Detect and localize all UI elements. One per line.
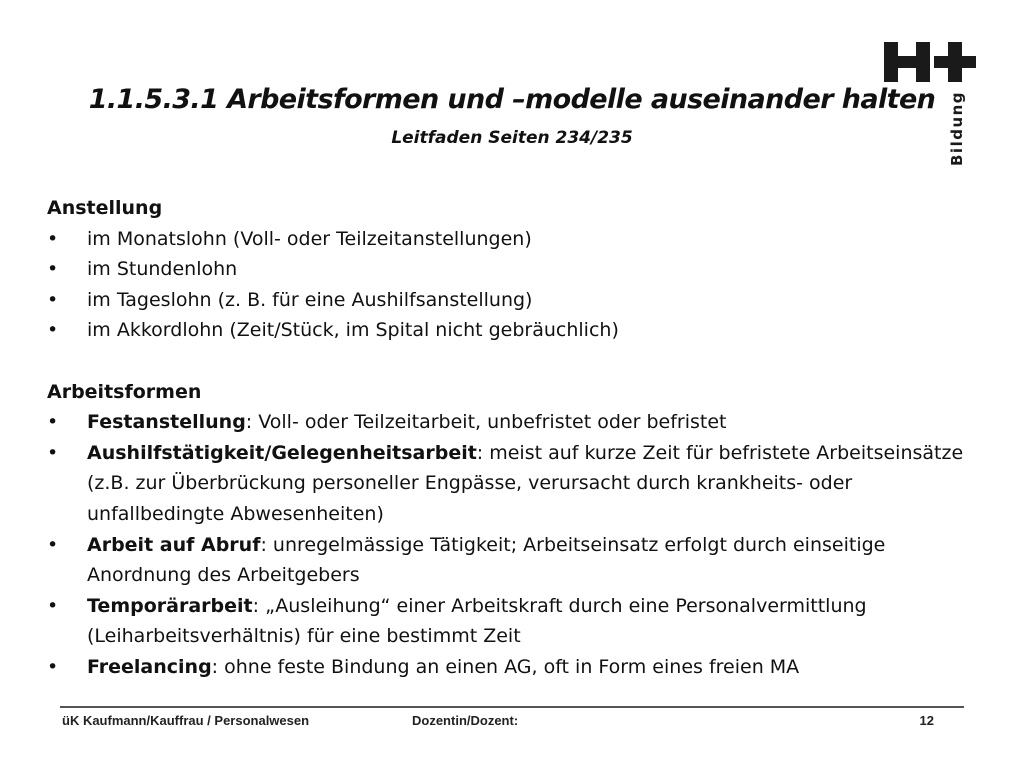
bullet-icon: • <box>47 411 59 434</box>
list-item <box>47 652 977 683</box>
list-item <box>47 254 977 285</box>
bullet-icon: • <box>47 288 59 311</box>
section-spacer <box>47 346 977 377</box>
section-heading-arbeitsformen: Arbeitsformen <box>47 380 202 403</box>
footer-divider <box>60 706 964 708</box>
item-text: im Monatslohn (Voll- oder Teilzeitanstellungen) <box>87 227 532 250</box>
item-text: im Tageslohn (z. B. für eine Aushilfsanstellung) <box>87 288 533 311</box>
arbeitsformen-list <box>47 407 977 682</box>
footer-course: üK Kaufmann/Kauffrau / Personalwesen <box>62 713 310 728</box>
section-heading-anstellung: Anstellung <box>47 197 163 219</box>
item-text: im Akkordlohn (Zeit/Stück, im Spital nicht gebräuchlich) <box>87 319 619 342</box>
bullet-icon: • <box>47 655 59 678</box>
item-text: : Voll- oder Teilzeitarbeit, unbefristet oder befristet <box>245 411 727 434</box>
logo-wordmark: Bildung <box>948 90 966 166</box>
list-item <box>47 224 977 255</box>
bullet-icon: • <box>47 533 59 556</box>
bullet-icon: • <box>47 594 59 617</box>
anstellung-list <box>47 224 977 346</box>
footer-page-number: 12 <box>919 713 934 728</box>
list-item <box>47 438 977 530</box>
bullet-icon: • <box>47 441 59 464</box>
item-term: Freelancing <box>87 655 212 678</box>
item-term: Arbeit auf Abruf <box>87 533 261 556</box>
item-text: im Stundenlohn <box>87 258 238 281</box>
footer-lecturer-label: Dozentin/Dozent: <box>412 713 519 728</box>
item-term: Festanstellung <box>87 411 246 434</box>
item-text: : „Ausleihung“ einer Arbeitskraft durch eine Personalvermittlung (Leiharbeitsverhältnis) für eine bestimmt Zeit <box>87 594 867 648</box>
bullet-icon: • <box>47 258 59 281</box>
bullet-icon: • <box>47 319 59 342</box>
list-item <box>47 285 977 316</box>
item-text: : unregelmässige Tätigkeit; Arbeitseinsatz erfolgt durch einseitige Anordnung des Arbeitgebers <box>87 533 886 587</box>
list-item <box>47 315 977 346</box>
slide-title: 1.1.5.3.1 Arbeitsformen und –modelle auseinander halten <box>88 84 936 115</box>
bullet-icon: • <box>47 227 59 250</box>
list-item <box>47 530 977 591</box>
list-item <box>47 591 977 652</box>
item-text: : ohne feste Bindung an einen AG, oft in Form eines freien MA <box>211 655 800 678</box>
item-term: Aushilfstätigkeit/Gelegenheitsarbeit <box>87 441 477 464</box>
slide-body <box>47 193 977 683</box>
slide-subtitle: Leitfaden Seiten 234/235 <box>391 128 633 148</box>
item-text: : meist auf kurze Zeit für befristete Arbeitseinsätze (z.B. zur Überbrückung personeller Engpässe, verursacht durch krankheits- oder unfallbedingte Abwesenheiten) <box>87 441 964 525</box>
item-term: Temporärarbeit <box>87 594 253 617</box>
list-item <box>47 407 977 438</box>
